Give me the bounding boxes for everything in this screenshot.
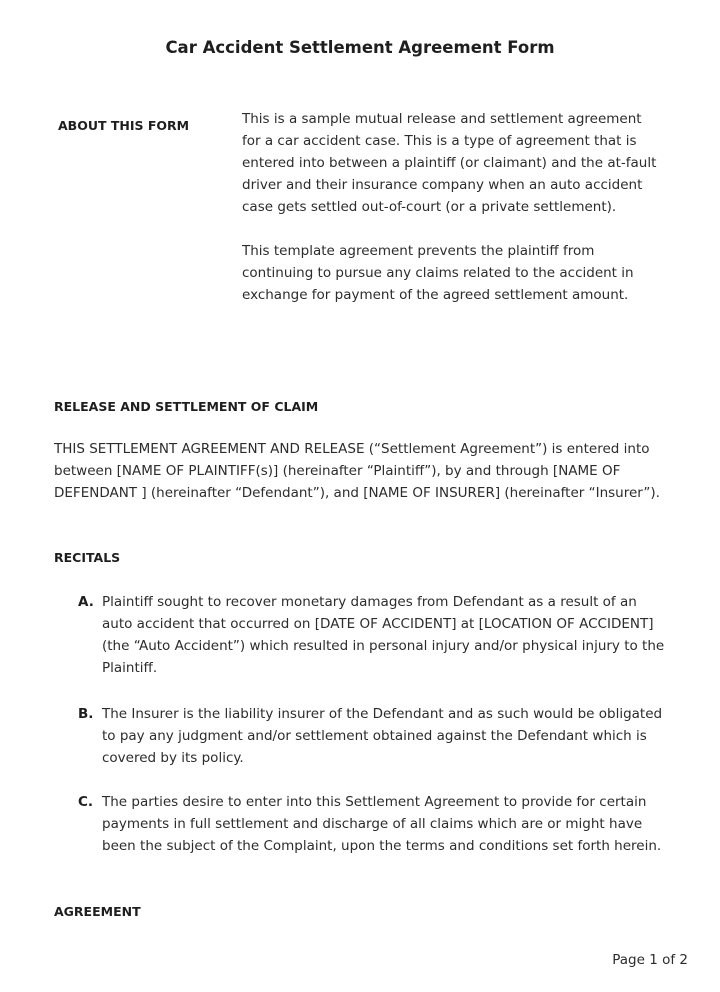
- recital-item-a: [78, 591, 668, 679]
- about-heading: ABOUT THIS FORM: [58, 118, 190, 133]
- recitals-heading: RECITALS: [54, 550, 121, 565]
- recital-letter: B.: [78, 706, 94, 722]
- recital-text: The parties desire to enter into this Settlement Agreement to provide for certain payments in full settlement and discharge of all claims which are or might have been the subject of the Complaint, upon the terms and conditions set forth herein.: [102, 794, 662, 854]
- release-heading: RELEASE AND SETTLEMENT OF CLAIM: [54, 399, 319, 414]
- document-title: Car Accident Settlement Agreement Form: [165, 38, 555, 57]
- recital-item-b: [78, 703, 668, 769]
- recital-text: The Insurer is the liability insurer of the Defendant and as such would be obligated to pay any judgment and/or settlement obtained against the Defendant which is covered by its policy.: [102, 706, 663, 766]
- about-body: [242, 108, 662, 328]
- release-body: THIS SETTLEMENT AGREEMENT AND RELEASE (“Settlement Agreement”) is entered into between [NAME OF PLAINTIFF(s)] (hereinafter “Plaintiff”), by and through [NAME OF DEFENDANT ] (hereinafter “Defendant”), and [NAME OF INSURER] (hereinafter “Insurer”).: [54, 441, 660, 501]
- about-paragraph: This template agreement prevents the plaintiff from continuing to pursue any claims related to the accident in exchange for payment of the agreed settlement amount.: [242, 243, 634, 303]
- page-number: Page 1 of 2: [612, 952, 688, 968]
- recital-letter: C.: [78, 794, 94, 810]
- about-paragraph: This is a sample mutual release and settlement agreement for a car accident case. This is a type of agreement that is entered into between a plaintiff (or claimant) and the at-fault driver and their insurance company when an auto accident case gets settled out-of-court (or a private settlement).: [242, 111, 657, 215]
- agreement-heading: AGREEMENT: [54, 904, 141, 919]
- recital-text: Plaintiff sought to recover monetary damages from Defendant as a result of an auto accident that occurred on [DATE OF ACCIDENT] at [LOCATION OF ACCIDENT] (the “Auto Accident”) which resulted in personal injury and/or physical injury to the Plaintiff.: [102, 594, 665, 676]
- recital-item-c: [78, 791, 668, 857]
- recital-letter: A.: [78, 594, 94, 610]
